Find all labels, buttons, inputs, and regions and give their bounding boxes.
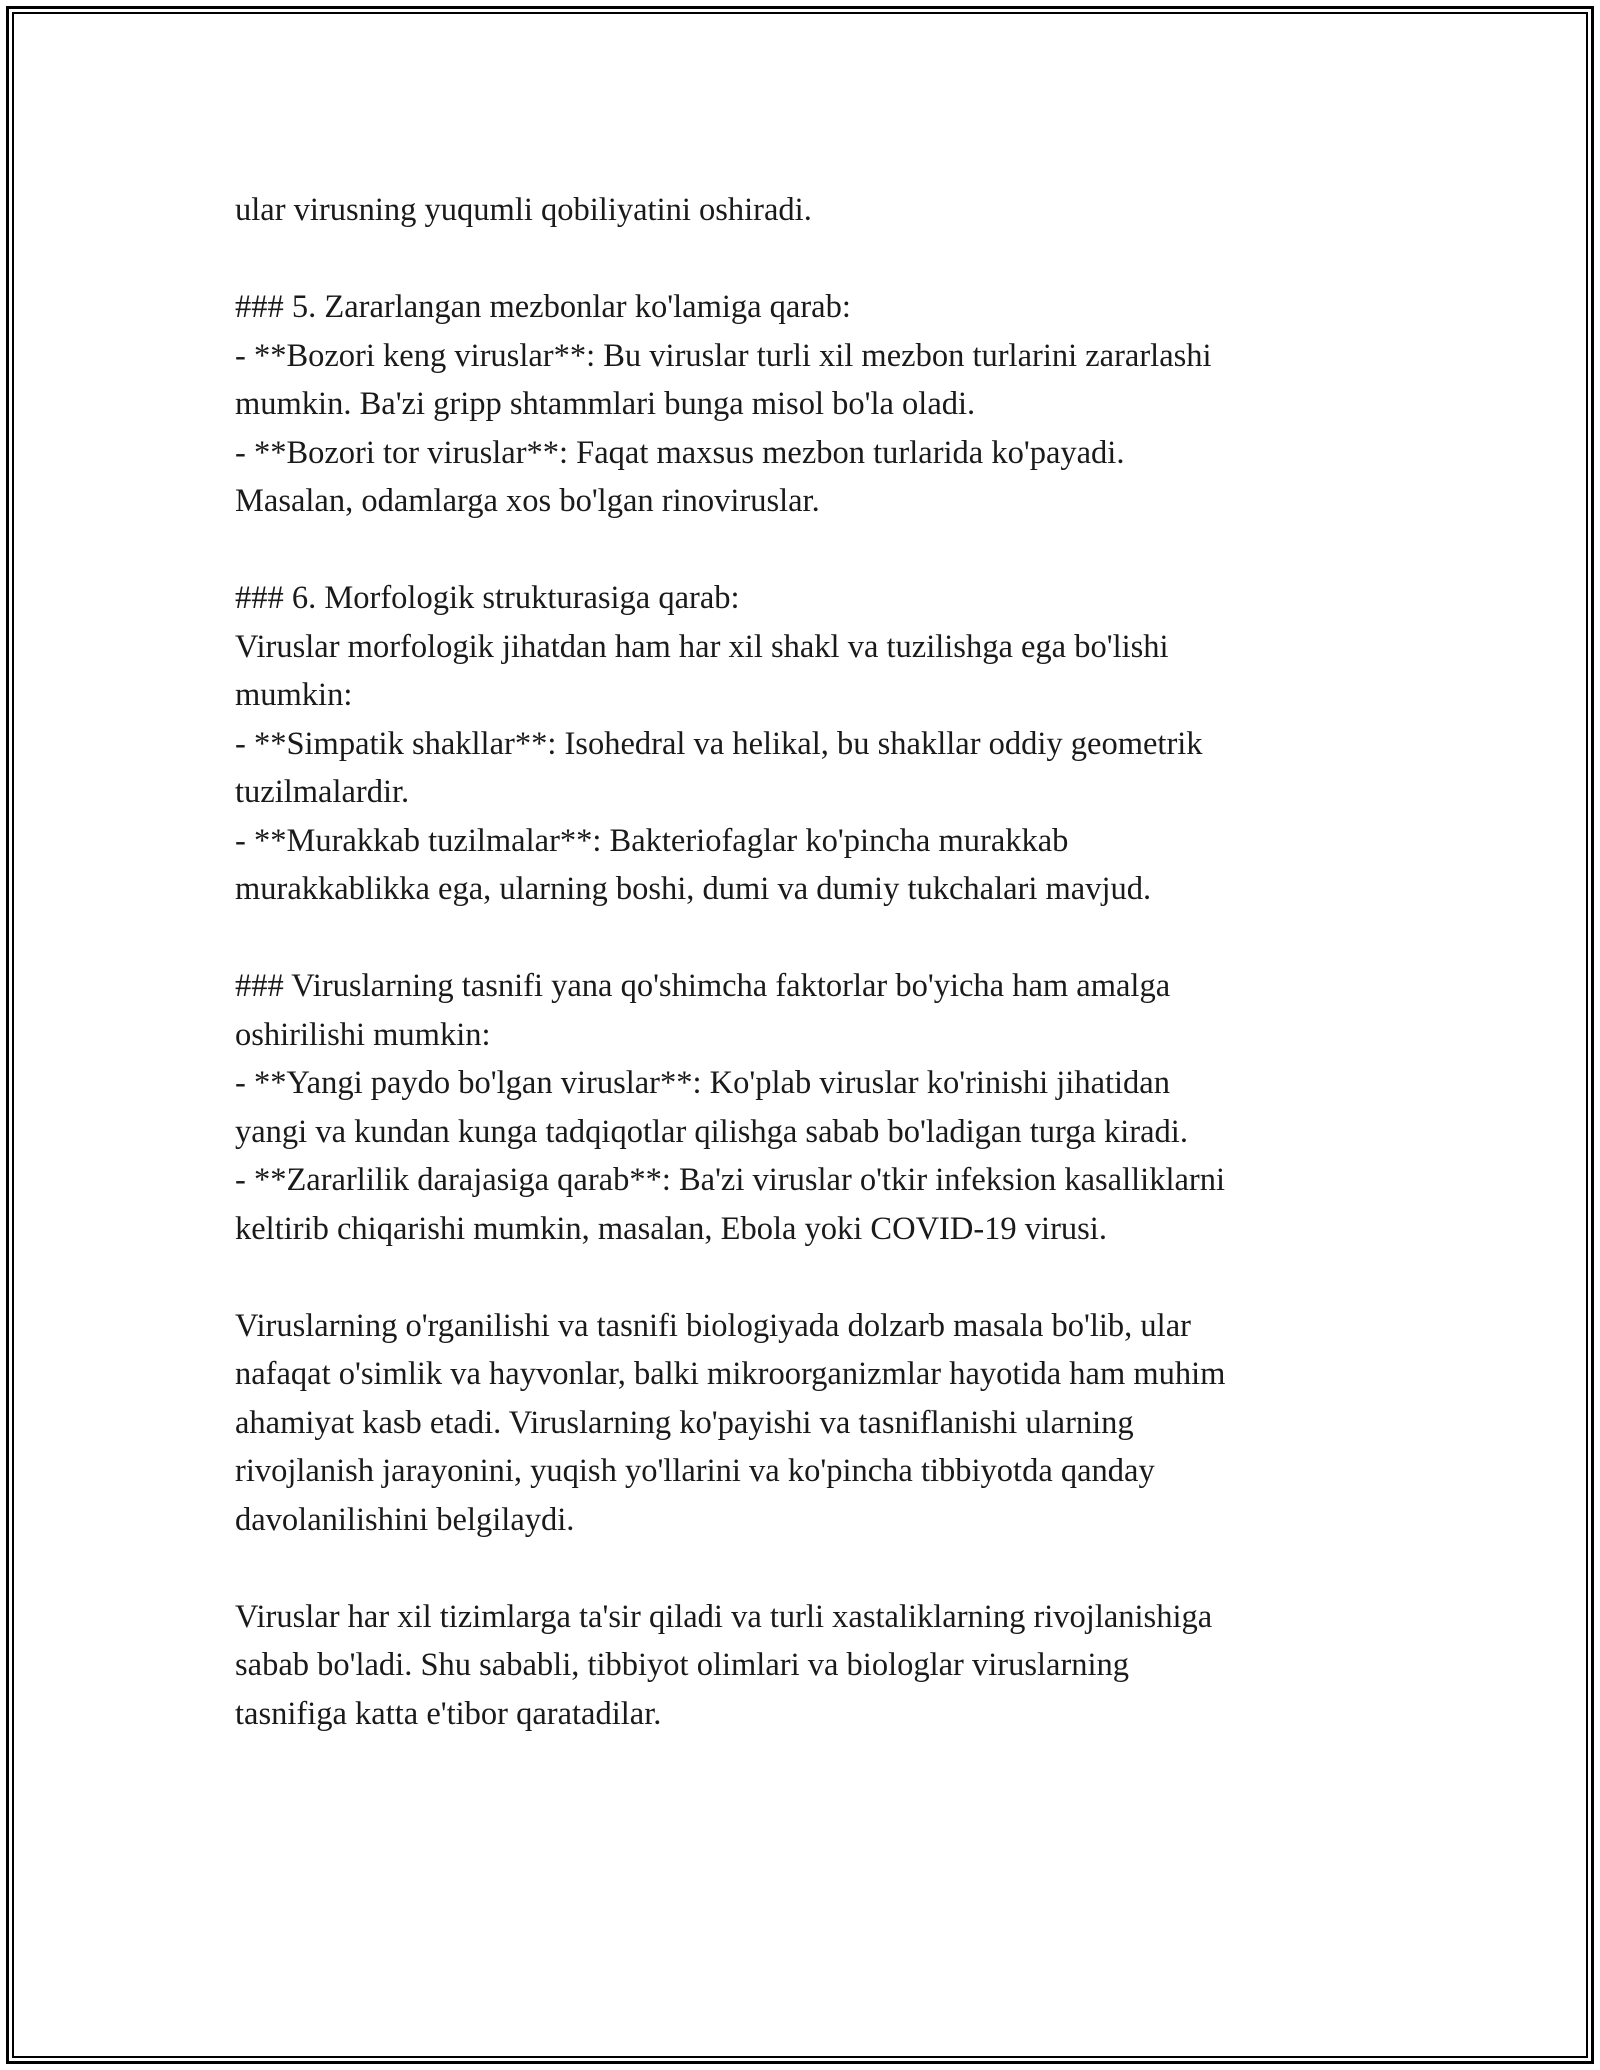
text-line: - **Yangi paydo bo'lgan viruslar**: Ko'plab viruslar ko'rinishi jihatidan xyxy=(235,1065,1170,1101)
text-line: - **Zararlilik darajasiga qarab**: Ba'zi viruslar o'tkir infeksion kasalliklarni xyxy=(235,1162,1225,1198)
text-line: Viruslar morfologik jihatdan ham har xil shakl va tuzilishga ega bo'lishi xyxy=(235,628,1169,665)
text-line: mumkin. Ba'zi gripp shtammlari bunga misol bo'la oladi. xyxy=(235,386,976,422)
paragraph-spacer xyxy=(235,235,1375,284)
text-line: Viruslar har xil tizimlarga ta'sir qiladi va turli xastaliklarning rivojlanishiga xyxy=(235,1598,1213,1635)
text-line: mumkin: xyxy=(235,677,353,713)
paragraph-spacer xyxy=(235,1544,1375,1593)
text-line: tuzilmalardir. xyxy=(235,774,410,810)
paragraph-spacer xyxy=(235,914,1375,963)
text-line: ahamiyat kasb etadi. Viruslarning ko'payishi va tasniflanishi ularning xyxy=(235,1404,1134,1441)
text-line: ### 5. Zararlangan mezbonlar ko'lamiga qarab: xyxy=(235,289,851,325)
text-line: Viruslarning o'rganilishi va tasnifi biologiyada dolzarb masala bo'lib, ular xyxy=(235,1307,1191,1344)
text-line: - **Murakkab tuzilmalar**: Bakteriofaglar ko'pincha murakkab xyxy=(235,822,1069,859)
paragraph-spacer xyxy=(235,526,1375,575)
text-line: yangi va kundan kunga tadqiqotlar qilishga sabab bo'ladigan turga kiradi. xyxy=(235,1113,1188,1150)
text-line: ### 6. Morfologik strukturasiga qarab: xyxy=(235,580,740,616)
paragraph xyxy=(235,1593,1375,1739)
text-line: tasnifiga katta e'tibor qaratadilar. xyxy=(235,1695,662,1732)
text-line: nafaqat o'simlik va hayvonlar, balki mikroorganizmlar hayotida ham muhim xyxy=(235,1356,1226,1392)
text-line: Masalan, odamlarga xos bo'lgan rinoviruslar. xyxy=(235,483,820,519)
text-line: keltirib chiqarishi mumkin, masalan, Ebola yoki COVID-19 virusi. xyxy=(235,1210,1107,1247)
text-line: sabab bo'ladi. Shu sababli, tibbiyot olimlari va biologlar viruslarning xyxy=(235,1647,1130,1683)
text-line: oshirilishi mumkin: xyxy=(235,1016,491,1053)
paragraph xyxy=(235,283,1375,526)
document-body xyxy=(235,186,1375,1738)
paragraph xyxy=(235,186,1375,235)
text-line: - **Simpatik shakllar**: Isohedral va helikal, bu shakllar oddiy geometrik xyxy=(235,725,1203,762)
paragraph-spacer xyxy=(235,1253,1375,1302)
paragraph xyxy=(235,574,1375,914)
text-line: ### Viruslarning tasnifi yana qo'shimcha faktorlar bo'yicha ham amalga xyxy=(235,968,1171,1004)
text-line: rivojlanish jarayonini, yuqish yo'llarini va ko'pincha tibbiyotda qanday xyxy=(235,1453,1155,1489)
text-line: murakkablikka ega, ularning boshi, dumi va dumiy tukchalari mavjud. xyxy=(235,871,1152,907)
paragraph xyxy=(235,1302,1375,1545)
paragraph xyxy=(235,962,1375,1253)
text-line: - **Bozori tor viruslar**: Faqat maxsus mezbon turlarida ko'payadi. xyxy=(235,434,1125,471)
text-line: ular virusning yuqumli qobiliyatini oshiradi. xyxy=(235,192,812,228)
text-line: - **Bozori keng viruslar**: Bu viruslar turli xil mezbon turlarini zararlashi xyxy=(235,337,1212,374)
text-line: davolanilishini belgilaydi. xyxy=(235,1501,575,1538)
